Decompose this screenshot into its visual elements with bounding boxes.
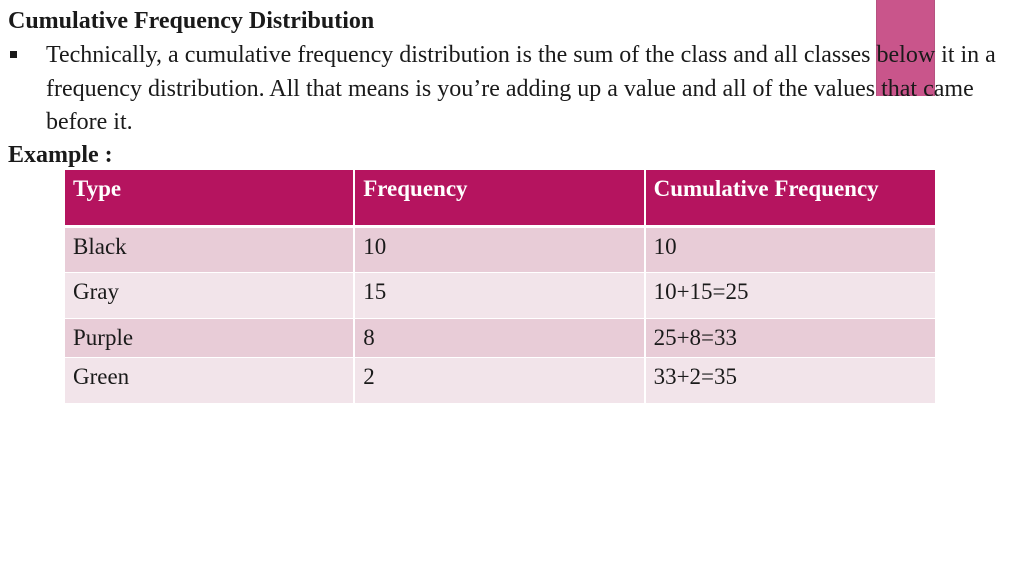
example-label: Example : [8, 142, 113, 168]
cell-cumulative: 25+8=33 [645, 318, 936, 357]
header-cumulative-frequency: Cumulative Frequency [645, 170, 936, 226]
bullet-text: Technically, a cumulative frequency distribution is the sum of the class and all classes below it in a frequency distribution. All that means is you’re adding up a value and all of the values that came before it. [46, 42, 996, 135]
cell-cumulative: 10 [645, 226, 936, 272]
table-row [64, 272, 936, 318]
cell-type: Green [64, 357, 354, 403]
cell-type: Gray [64, 272, 354, 318]
table-row [64, 226, 936, 272]
cell-frequency: 10 [354, 226, 644, 272]
cell-frequency: 2 [354, 357, 644, 403]
cell-cumulative: 33+2=35 [645, 357, 936, 403]
cell-cumulative: 10+15=25 [645, 272, 936, 318]
frequency-table [63, 170, 937, 404]
header-type: Type [64, 170, 354, 226]
cell-frequency: 15 [354, 272, 644, 318]
bullet-point [8, 39, 1014, 140]
cell-frequency: 8 [354, 318, 644, 357]
table-row [64, 357, 936, 403]
header-frequency: Frequency [354, 170, 644, 226]
square-bullet-icon [10, 51, 17, 58]
table-row [64, 318, 936, 357]
table-header-row [64, 170, 936, 226]
cell-type: Purple [64, 318, 354, 357]
cell-type: Black [64, 226, 354, 272]
slide-title: Cumulative Frequency Distribution [8, 8, 375, 34]
